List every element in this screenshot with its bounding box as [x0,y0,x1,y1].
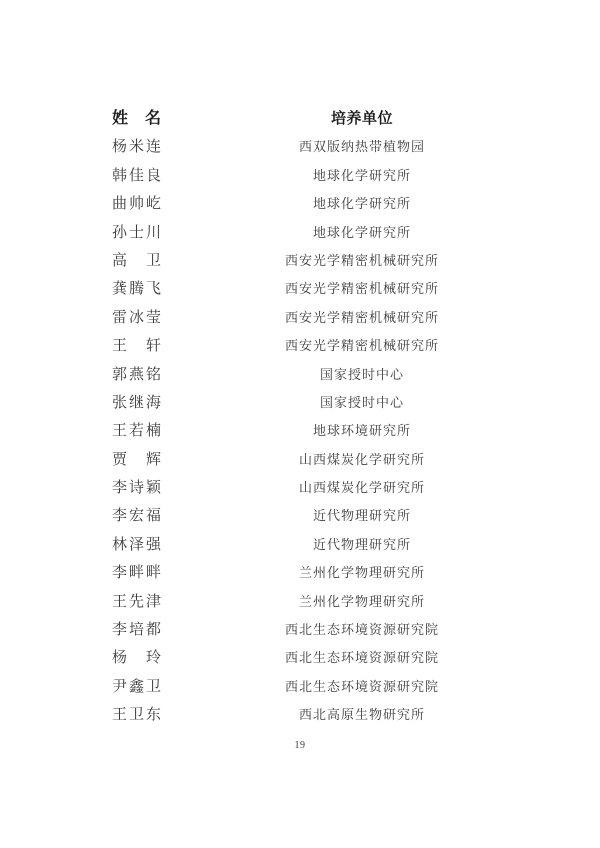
table-row [112,588,492,616]
student-name: 高 卫 [112,252,164,269]
student-name: 王若楠 [112,423,164,440]
student-name: 王卫东 [112,707,164,724]
training-unit: 西安光学精密机械研究所 [284,281,439,297]
training-unit: 地球化学研究所 [312,224,411,240]
student-name: 张继海 [112,394,164,411]
table-row [112,332,492,360]
table-body [112,133,492,729]
table-row [112,247,492,275]
table-row [112,275,492,303]
table-row [112,673,492,701]
training-unit: 西北生态环境资源研究院 [284,678,439,694]
training-unit: 兰州化学物理研究所 [298,593,425,609]
student-name: 贾 辉 [112,451,164,468]
training-unit: 山西煤炭化学研究所 [298,451,425,467]
training-unit: 地球环境研究所 [312,423,411,439]
training-unit: 地球化学研究所 [312,167,411,183]
student-name: 王 轩 [112,338,164,355]
student-name: 郭燕铭 [112,366,164,383]
training-unit: 兰州化学物理研究所 [298,565,425,581]
student-name: 李培都 [112,622,164,639]
name-unit-table [112,105,492,730]
header-unit-column: 培养单位 [330,111,393,127]
training-unit: 西安光学精密机械研究所 [284,252,439,268]
table-row [112,446,492,474]
student-name: 韩佳良 [112,167,164,184]
table-row [112,304,492,332]
student-name: 龚腾飞 [112,281,164,298]
student-name: 杨米连 [112,139,164,156]
table-row [112,133,492,161]
student-name: 李畔畔 [112,565,164,582]
training-unit: 近代物理研究所 [312,536,411,552]
student-name: 尹鑫卫 [112,678,164,695]
student-name: 孙士川 [112,224,164,241]
training-unit: 地球化学研究所 [312,196,411,212]
table-row [112,389,492,417]
page-number: 19 [294,740,306,751]
table-row [112,502,492,530]
student-name: 曲帅屹 [112,196,164,213]
table-row [112,531,492,559]
training-unit: 国家授时中心 [319,366,404,382]
table-row [112,361,492,389]
training-unit: 西北生态环境资源研究院 [284,650,439,666]
training-unit: 西北高原生物研究所 [298,707,425,723]
table-row [112,559,492,587]
table-row [112,644,492,672]
table-row [112,417,492,445]
header-name-column: 姓 名 [112,110,162,127]
table-row [112,474,492,502]
training-unit: 近代物理研究所 [312,508,411,524]
training-unit: 国家授时中心 [319,394,404,410]
student-name: 雷冰莹 [112,309,164,326]
training-unit: 西安光学精密机械研究所 [284,309,439,325]
training-unit: 西双版纳热带植物园 [298,139,425,155]
student-name: 杨 玲 [112,650,164,667]
table-row [112,190,492,218]
training-unit: 西安光学精密机械研究所 [284,338,439,354]
training-unit: 西北生态环境资源研究院 [284,622,439,638]
table-row [112,701,492,729]
table-header-row [112,105,492,133]
table-row [112,162,492,190]
student-name: 李诗颖 [112,480,164,497]
student-name: 王先津 [112,593,164,610]
student-name: 李宏福 [112,508,164,525]
table-row [112,219,492,247]
training-unit: 山西煤炭化学研究所 [298,480,425,496]
student-name: 林泽强 [112,536,164,553]
table-row [112,616,492,644]
